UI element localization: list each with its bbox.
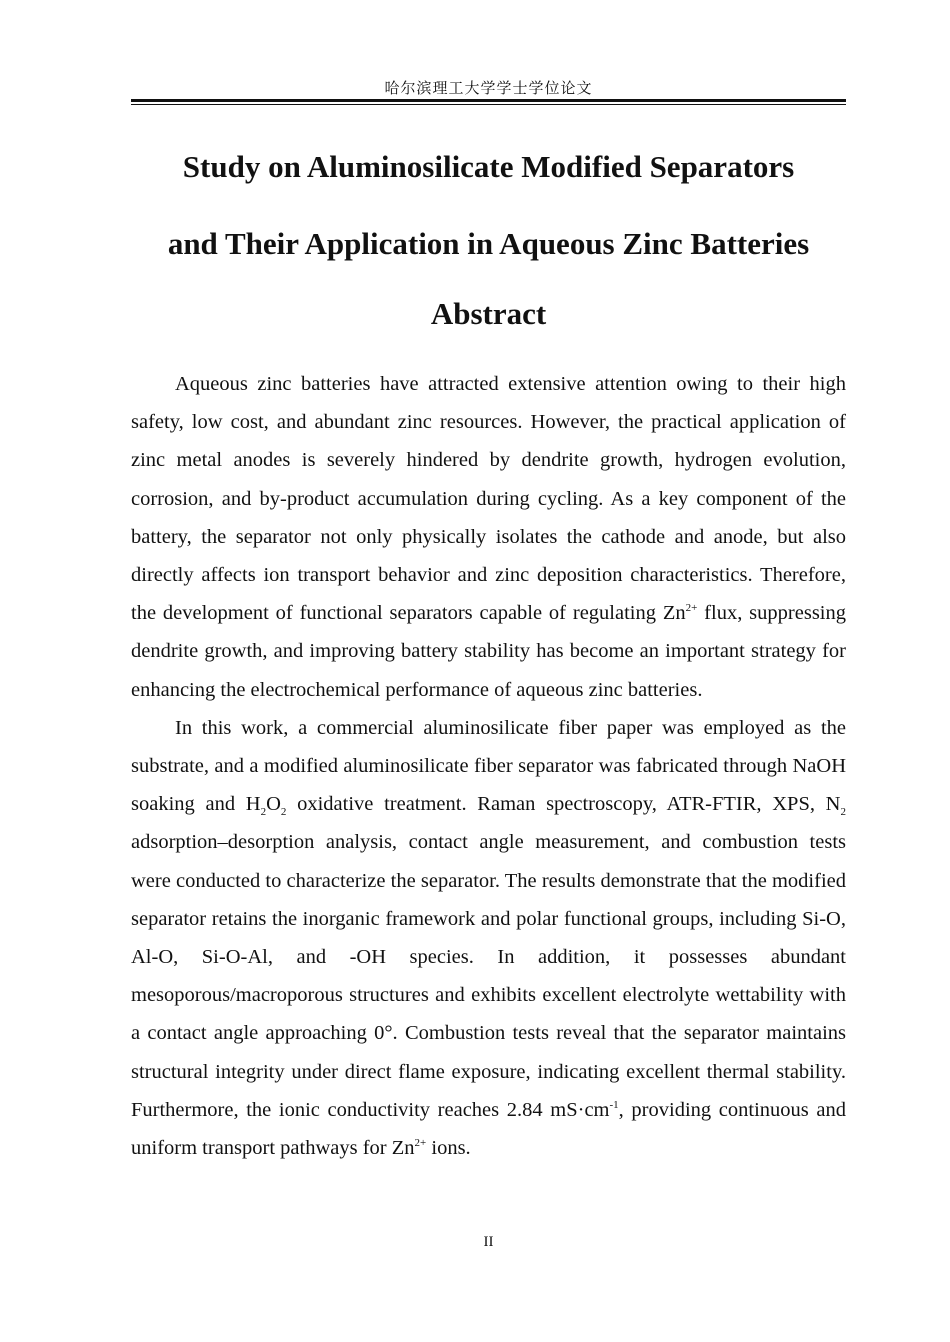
- p2-oxygen: O: [266, 793, 281, 816]
- abstract-paragraph-2: [131, 709, 846, 1167]
- p2-text-b: oxidative treatment. Raman spectroscopy, ATR-FTIR, XPS, N: [286, 793, 841, 816]
- p1-text-a: Aqueous zinc batteries have attracted extensive attention owing to their high safety, low cost, and abundant zinc resources. However, the practical application of zinc metal anodes is severely hindered by dendrite growth, hydrogen evolution, corrosion, and by-product accumulation during cycling. As a key component of the battery, the separator not only physically isolates the cathode and anode, but also directly affects ion transport behavior and zinc deposition characteristics. Therefore, the development of functional separators capable of regulating Zn: [131, 373, 846, 625]
- paper-title-line-1: Study on Aluminosilicate Modified Separators: [182, 149, 795, 184]
- paper-title: [131, 128, 846, 282]
- abstract-paragraph-1: [131, 365, 846, 709]
- unit-superscript: -1: [609, 1099, 619, 1112]
- header-rule-thin: [131, 104, 846, 105]
- p2-text-c: adsorption–desorption analysis, contact angle measurement, and combustion tests were conducted to characterize the separator. The results demonstrate that the modified separator retains the inorganic framework and polar functional groups, including Si-O, Al-O, Si-O-Al, and -OH species. In addition, it possesses abundant mesoporous/macroporous structures and exhibits excellent electrolyte wettability with a contact angle approaching 0°. Combustion tests reveal that the separator maintains structural integrity under direct flame exposure, indicating excellent thermal stability. Furthermore, the ionic conductivity reaches 2.84 mS·cm: [131, 831, 846, 1121]
- running-header: 哈尔滨理工大学学士学位论文: [384, 79, 593, 97]
- h-subscript: 2: [260, 806, 267, 819]
- o-subscript: 2: [280, 806, 287, 819]
- page-number: II: [483, 1234, 494, 1250]
- p2-text-d: , providing continuous and uniform transport pathways for Zn: [131, 1098, 846, 1160]
- abstract-body: [131, 365, 846, 1167]
- abstract-heading: Abstract: [430, 296, 547, 331]
- paper-title-line-2: and Their Application in Aqueous Zinc Batteries: [167, 226, 810, 261]
- p2-text-e: ions.: [426, 1137, 471, 1160]
- n-subscript: 2: [840, 806, 846, 819]
- zn-ion-superscript: 2+: [414, 1137, 427, 1150]
- header-rule-thick: [131, 99, 846, 102]
- p1-text-b: flux, suppressing dendrite growth, and improving battery stability has become an important strategy for enhancing the electrochemical performance of aqueous zinc batteries.: [131, 602, 846, 701]
- zn-superscript: 2+: [685, 602, 698, 615]
- p2-text-a: In this work, a commercial aluminosilicate fiber paper was employed as the substrate, and a modified aluminosilicate fiber separator was fabricated through NaOH soaking and H: [131, 716, 846, 816]
